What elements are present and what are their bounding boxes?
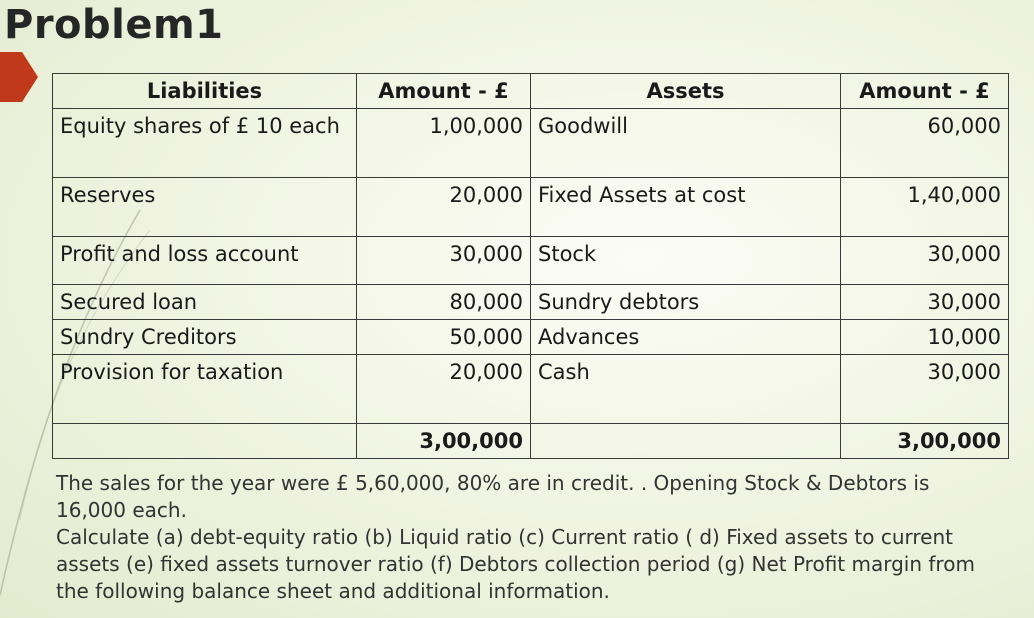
arrow-marker-icon xyxy=(0,52,40,102)
header-liabilities-amount: Amount - £ xyxy=(357,74,531,109)
liability-label: Reserves xyxy=(53,178,357,237)
totals-liability-blank xyxy=(53,424,357,459)
asset-amount: 60,000 xyxy=(841,109,1009,178)
liability-amount: 80,000 xyxy=(357,285,531,320)
asset-label: Fixed Assets at cost xyxy=(531,178,841,237)
table-row xyxy=(53,285,1009,320)
liability-label: Profit and loss account xyxy=(53,237,357,285)
question-text: Calculate (a) debt-equity ratio (b) Liquid ratio (c) Current ratio ( d) Fixed assets to current assets (e) fixed assets turnover ratio (f) Debtors collection period (g) Net Profit margin from the following balance sheet and additional information. xyxy=(56,525,975,603)
header-liabilities: Liabilities xyxy=(53,74,357,109)
liability-label: Provision for taxation xyxy=(53,355,357,424)
asset-label: Advances xyxy=(531,320,841,355)
asset-label: Sundry debtors xyxy=(531,285,841,320)
asset-label: Cash xyxy=(531,355,841,424)
liability-amount: 20,000 xyxy=(357,178,531,237)
liability-amount: 1,00,000 xyxy=(357,109,531,178)
header-assets-amount: Amount - £ xyxy=(841,74,1009,109)
table-row xyxy=(53,109,1009,178)
slide-title: Problem1 xyxy=(4,2,224,48)
liability-label: Equity shares of £ 10 each xyxy=(53,109,357,178)
liabilities-total: 3,00,000 xyxy=(357,424,531,459)
table-row xyxy=(53,178,1009,237)
liability-label: Secured loan xyxy=(53,285,357,320)
asset-amount: 10,000 xyxy=(841,320,1009,355)
sales-info-text: The sales for the year were £ 5,60,000, 80% are in credit. . Opening Stock & Debtors is 16,000 each. xyxy=(56,471,930,522)
totals-row xyxy=(53,424,1009,459)
asset-label: Goodwill xyxy=(531,109,841,178)
table-row xyxy=(53,355,1009,424)
problem-notes xyxy=(56,470,996,605)
asset-amount: 30,000 xyxy=(841,237,1009,285)
liability-amount: 50,000 xyxy=(357,320,531,355)
assets-total: 3,00,000 xyxy=(841,424,1009,459)
liability-label: Sundry Creditors xyxy=(53,320,357,355)
table-row xyxy=(53,237,1009,285)
asset-amount: 30,000 xyxy=(841,355,1009,424)
table-header-row xyxy=(53,74,1009,109)
header-assets: Assets xyxy=(531,74,841,109)
totals-asset-blank xyxy=(531,424,841,459)
table-row xyxy=(53,320,1009,355)
asset-amount: 30,000 xyxy=(841,285,1009,320)
asset-amount: 1,40,000 xyxy=(841,178,1009,237)
liability-amount: 30,000 xyxy=(357,237,531,285)
balance-sheet-table xyxy=(52,73,1009,459)
liability-amount: 20,000 xyxy=(357,355,531,424)
asset-label: Stock xyxy=(531,237,841,285)
